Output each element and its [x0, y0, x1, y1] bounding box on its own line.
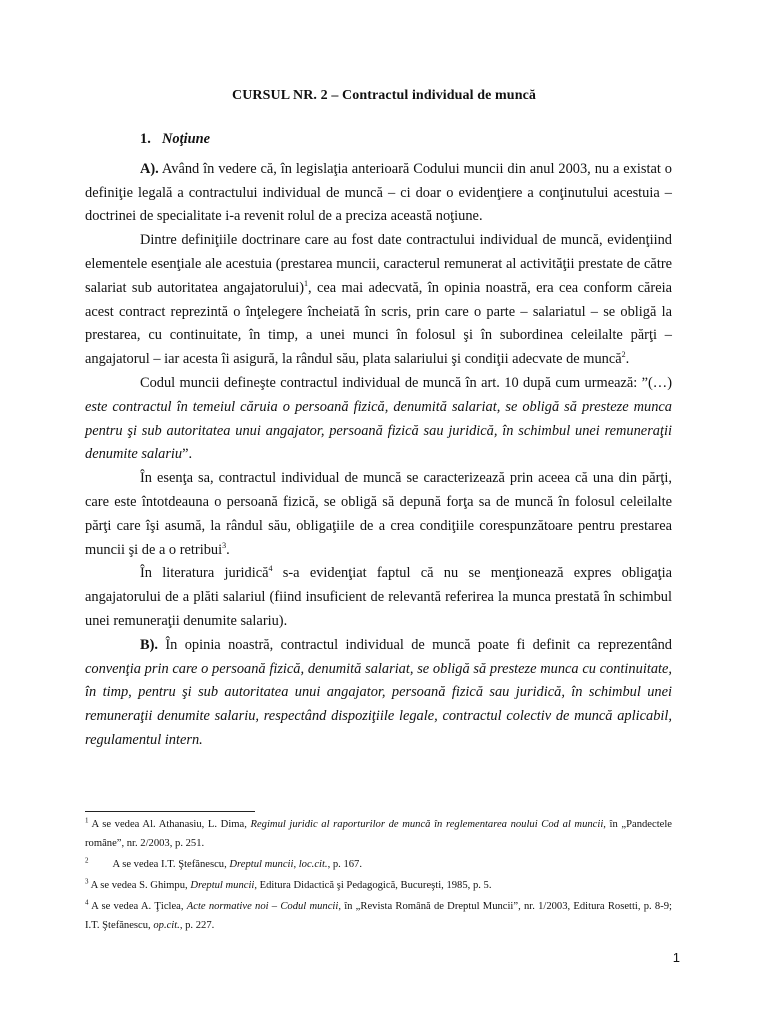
- footnote-ref: 2: [621, 350, 626, 360]
- paragraph-a-marker: A).: [140, 160, 159, 177]
- footnote-text: A se vedea S. Ghimpu,: [88, 880, 191, 891]
- page-title: CURSUL NR. 2 – Contractul individual de muncă: [232, 88, 536, 103]
- footnote-3: [85, 876, 672, 895]
- paragraph-code-definition: [85, 372, 672, 467]
- paragraph-text: Dintre definiţiile doctrinare care au fost date contractului individual de muncă, evidenţiind elementele esenţiale ale acestuia (prestarea muncii, caracterul remunerat al activităţii prestate de către salariat sub autoritatea angajatorului): [85, 232, 672, 296]
- footnote-italic: op.cit.: [153, 920, 180, 931]
- paragraph-b: [85, 634, 672, 753]
- footnote-text: A se vedea Al. Athanasiu, L. Dima,: [88, 819, 251, 830]
- section-heading: [140, 128, 672, 152]
- paragraph-definitions: [85, 229, 672, 372]
- paragraph-essence: [85, 467, 672, 562]
- footnote-italic: Dreptul muncii: [190, 880, 255, 891]
- footnote-italic: Acte normative noi – Codul muncii: [186, 901, 339, 912]
- document-body: [85, 128, 672, 753]
- footnote-2: [85, 855, 672, 874]
- footnote-italic: loc.cit.: [298, 859, 328, 870]
- paragraph-text: ”.: [182, 446, 193, 463]
- footnote-number: 4: [85, 898, 89, 907]
- page-number: 1: [672, 950, 680, 965]
- footnote-separator: [85, 811, 255, 812]
- footnote-italic: Regimul juridic al raporturilor de muncă în reglementarea noului Cod al muncii: [250, 819, 604, 830]
- footnote-text: , p. 167.: [327, 859, 362, 870]
- section-label: Noţiune: [162, 131, 210, 147]
- footnote-ref: 4: [268, 564, 273, 574]
- footnote-text: A se vedea A. Ţiclea,: [88, 901, 187, 912]
- footnote-text: A se vedea I.T. Ştefănescu,: [112, 859, 230, 870]
- paragraph-text: .: [226, 541, 230, 558]
- paragraph-text: În esenţa sa, contractul individual de muncă se caracterizează prin aceea că una din părţi, care este întotdeauna o persoană fizică, se obligă să depună forţa sa de muncă în folosul celeilalte părţi care îşi asumă, la rândul său, obligaţiile de a crea condiţiile corespunzătoare pentru prestarea muncii şi de a o retribui: [85, 470, 672, 558]
- paragraph-text: Codul muncii defineşte contractul individual de muncă în art. 10 după cum urmează: ”(…): [140, 374, 672, 391]
- footnote-number: 2: [85, 856, 89, 865]
- paragraph-a-text: Având în vedere că, în legislaţia anterioară Codului muncii din anul 2003, nu a existat o definiţie legală a contractului individual de muncă – ci doar o evidenţiere a conţinutului acestuia – doctrinei de specialitate i-a revenit rolul de a preciza această noţiune.: [85, 160, 672, 225]
- footnote-number: 1: [85, 816, 89, 825]
- footnote-number: 3: [85, 877, 89, 886]
- footnote-1: [85, 815, 672, 853]
- footnote-text: , Editura Didactică şi Pedagogică, Bucureşti, 1985, p. 5.: [254, 880, 492, 891]
- footnotes: [85, 815, 672, 937]
- paragraph-text: În literatura juridică: [140, 565, 269, 582]
- footnote-4: [85, 897, 672, 935]
- paragraph-text: s-a evidenţiat faptul că nu se menţionează expres obligaţia angajatorului de a plăti salariul (fiind insuficient de relevantă referirea la munca prestată în schimbul unei remuneraţii denumite salariu).: [85, 565, 672, 629]
- paragraph-text: , cea mai adecvată, în opinia noastră, era cea conform căreia acest contract reprezintă o înţelegere încheiată în scris, prin care o parte – salariatul – se obligă la prestarea, cu continuitate, în timp, a unei munci în folosul şi în subordinea celeilalte părţi – angajatorul – iar acesta îi asigură, la rândul său, plata salariului şi condiţii adecvate de muncă: [85, 279, 672, 368]
- paragraph-literature: [85, 562, 672, 633]
- footnote-text: ,: [293, 859, 299, 870]
- section-number: 1.: [140, 131, 151, 147]
- footnote-text: , în „Revista Română de Dreptul Muncii”, nr. 1/2003, Editura Rosetti, p. 8-9; I.T. Ştefănescu,: [85, 901, 672, 931]
- definition-text: convenţia prin care o persoană fizică, denumită salariat, se obligă să presteze munca cu continuitate, în timp, pentru şi sub autoritatea unui angajator, persoană fizică sau juridică, în schimbul unei remuneraţii denumite salariu, respectând dispoziţiile legale, contractul colectiv de muncă aplicabil, regulamentul intern.: [85, 660, 672, 748]
- paragraph-text: În opinia noastră, contractul individual de muncă poate fi definit ca reprezentând: [158, 636, 672, 653]
- footnote-ref: 3: [222, 540, 227, 550]
- footnote-text: , în „Pandectele române”, nr. 2/2003, p. 251.: [85, 819, 672, 849]
- footnote-text: , p. 227.: [179, 920, 215, 931]
- footnote-ref: 1: [304, 278, 309, 288]
- paragraph-a: [85, 158, 672, 229]
- paragraph-text: .: [625, 351, 630, 368]
- footnote-italic: Dreptul muncii: [229, 859, 294, 870]
- paragraph-b-marker: B).: [140, 636, 158, 653]
- legal-quote: este contractul în temeiul căruia o persoană fizică, denumită salariat, se obligă să presteze munca pentru şi sub autoritatea unui angajator, persoană fizică sau juridică, în schimbul unei remuneraţii denumite salariu: [85, 398, 672, 463]
